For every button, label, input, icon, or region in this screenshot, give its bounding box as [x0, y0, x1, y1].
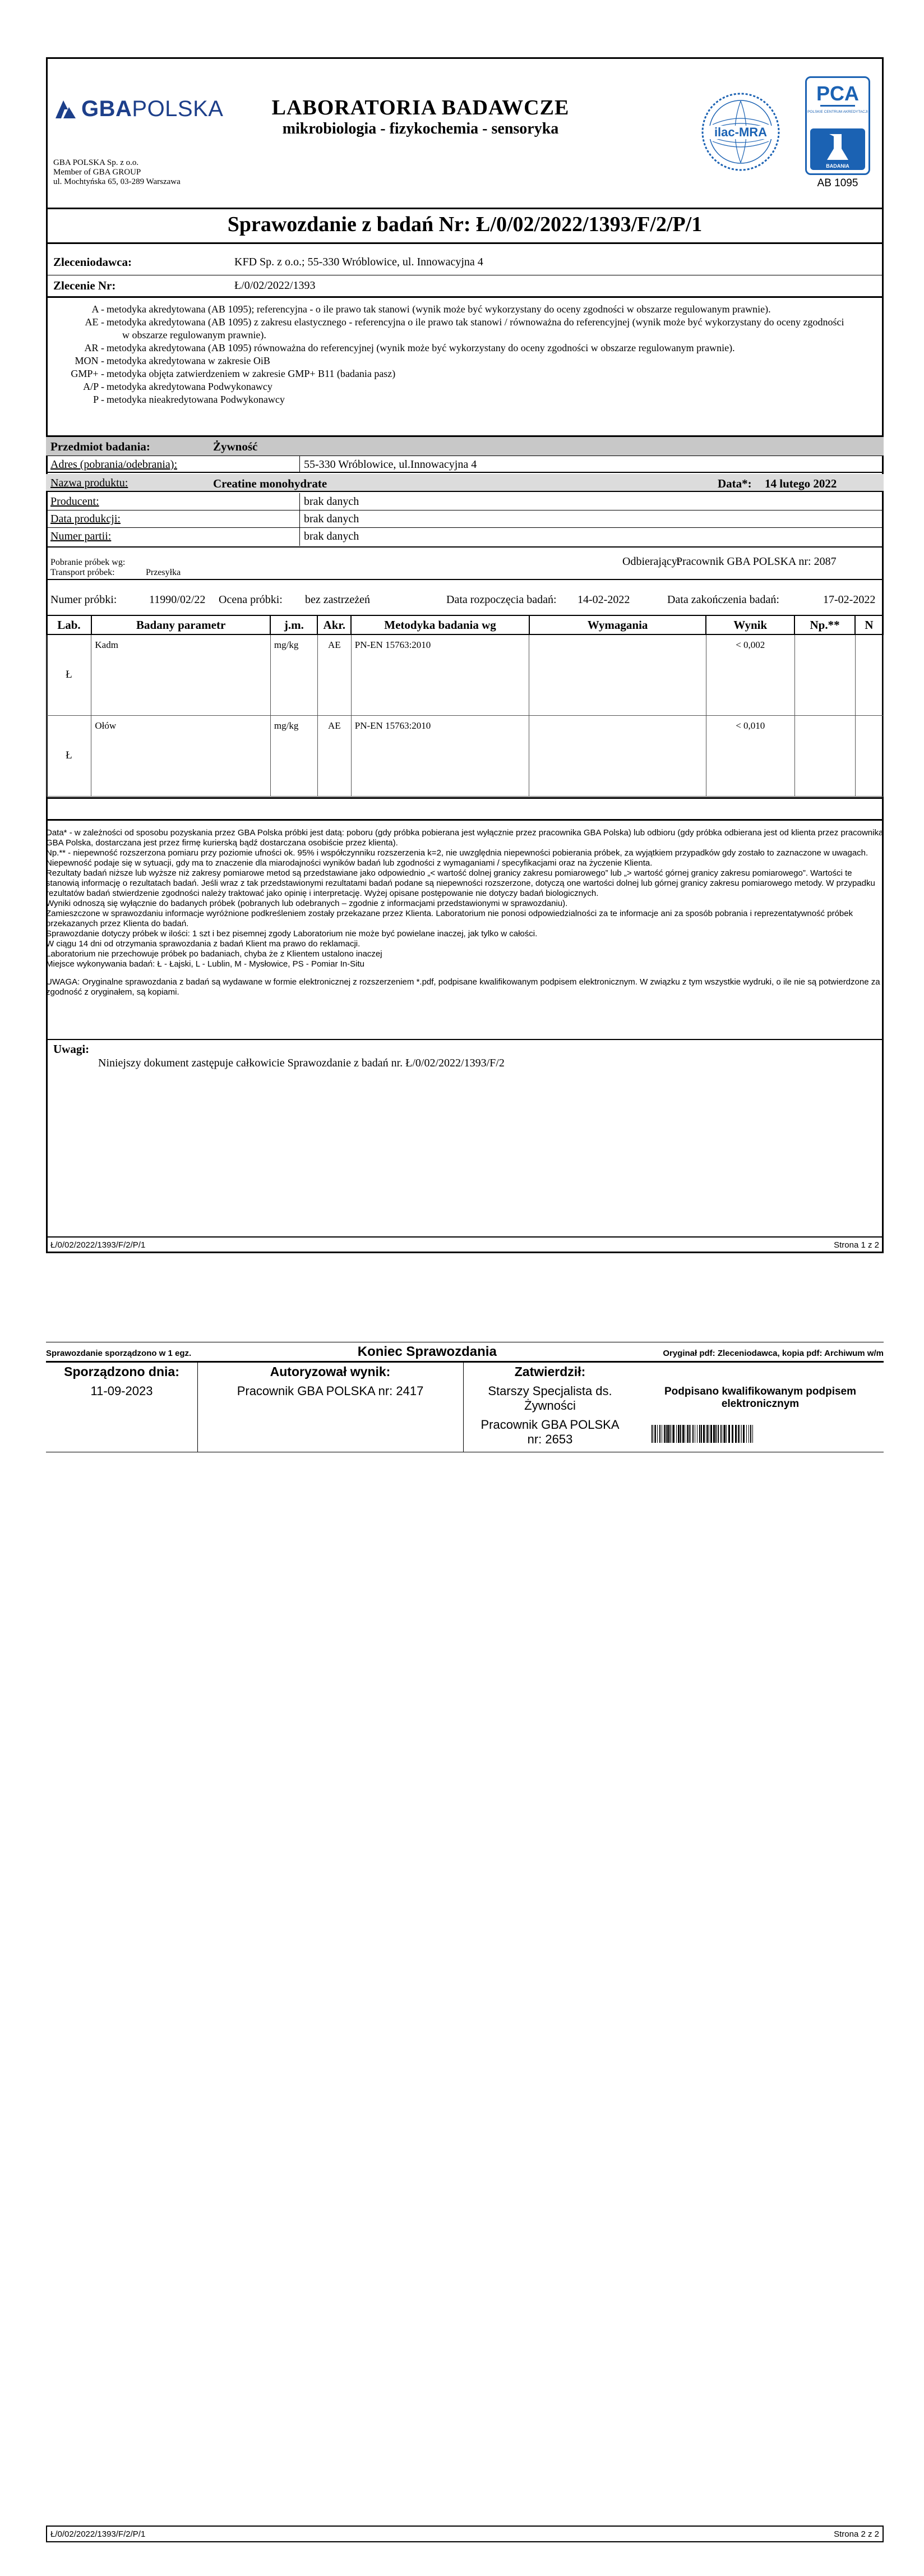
- legend-text: metodyka nieakredytowana Podwykonawcy: [107, 394, 285, 405]
- table-row: [47, 634, 883, 715]
- sample-number-value: 11990/02/22: [149, 594, 206, 606]
- signature-line: Podpisano kwalifikowanym podpisem: [664, 1386, 857, 1397]
- n-cell: [855, 715, 883, 796]
- method-cell: PN-EN 15763:2010: [351, 715, 529, 796]
- approved-block: [463, 1364, 637, 1447]
- authorized-label: Autoryzował wynik:: [270, 1364, 391, 1379]
- notes-section: [46, 828, 884, 997]
- warning-text: UWAGA: Oryginalne sprawozdania z badań są wydawane w formie elektronicznej z rozszerzeniem *.pdf, podpisane kwalifikowanym podpisem elektronicznym. W związku z tym wszystkie wydruki, o ile nie są potwierdzone za zgodność z oryginałem, są kopiami.: [46, 977, 880, 997]
- divider: [46, 546, 884, 548]
- accreditation-cell: AE: [317, 715, 351, 796]
- prepared-block: [46, 1364, 197, 1399]
- company-line: GBA POLSKA Sp. z o.o.: [53, 158, 139, 167]
- authorized-block: [197, 1364, 463, 1399]
- note-item: Niepewność podaje się w sytuacji, gdy ma to znaczenie dla miarodajności wyników badań lub zgodności z wymaganiami / specyfikacjami oraz na życzenie Klienta.: [46, 858, 653, 868]
- end-date-label: Data zakończenia badań:: [667, 594, 779, 606]
- legend-key: A -: [91, 303, 104, 315]
- legend-text: metodyka akredytowana (AB 1095) równoważna do referencyjnej (wynik może być wykorzystany do oceny zgodności w obszarze regulowanym prawnie).: [107, 342, 735, 353]
- subject-label: Przedmiot badania:: [50, 440, 150, 453]
- subject-row: [46, 437, 884, 456]
- legend-item: [46, 329, 914, 342]
- copies-note: Sprawozdanie sporządzono w 1 egz.: [46, 1349, 192, 1358]
- sample-number-label: Numer próbki:: [50, 594, 117, 606]
- n-cell: [855, 634, 883, 715]
- order-label: Zlecenie Nr:: [53, 279, 116, 292]
- lab-cell: Ł: [47, 715, 91, 796]
- address-row: [46, 456, 884, 473]
- column-header: Wymagania: [529, 615, 706, 634]
- table-header-row: [47, 615, 883, 634]
- subject-value: Żywność: [213, 440, 258, 453]
- pca-badania: BADANIA: [826, 163, 849, 169]
- column-header: Badany parametr: [91, 615, 270, 634]
- address-label: Adres (pobrania/odebrania):: [50, 458, 178, 471]
- barcode-bar: [752, 1425, 753, 1443]
- start-date-label: Data rozpoczęcia badań:: [446, 594, 557, 606]
- results-table: [46, 615, 884, 797]
- divider: [46, 1039, 884, 1040]
- legend-key: [46, 329, 107, 342]
- page-footer: [46, 1236, 884, 1253]
- legend-key: AE -: [85, 316, 104, 328]
- method-cell: PN-EN 15763:2010: [351, 634, 529, 715]
- legend-item: [46, 355, 914, 367]
- legend-item: [46, 316, 914, 329]
- pca-logo: [805, 76, 870, 175]
- legend-item: [46, 367, 914, 380]
- accreditation-cell: AE: [317, 634, 351, 715]
- signature-note: [637, 1386, 884, 1410]
- column-header: Akr.: [317, 615, 351, 634]
- assessment-value: bez zastrzeżeń: [305, 594, 371, 606]
- remarks-text: Niniejszy dokument zastępuje całkowicie Sprawozdanie z badań nr. Ł/0/02/2022/1393/F/2: [98, 1057, 505, 1069]
- order-value: Ł/0/02/2022/1393: [234, 279, 316, 292]
- lab-title: LABORATORIA BADAWCZE: [271, 96, 570, 119]
- notes-list: [46, 828, 884, 969]
- note-item: Wyniki odnoszą się wyłącznie do badanych próbek (pobranych lub odebranych – zgodnie z informacjami przedstawionymi w sprawozdaniu).: [46, 899, 568, 908]
- page-footer: [46, 2526, 884, 2542]
- address-value: 55-330 Wróblowice, ul.Innowacyjna 4: [304, 458, 477, 471]
- divider: [46, 579, 884, 580]
- result-cell: < 0,002: [706, 634, 794, 715]
- legend-text: metodyka akredytowana (AB 1095) z zakresu elastycznego - referencyjna o ile prawo tak stanowi / równoważna do referencyjnej (wynik może być wykorzystany do oceny zgodności: [107, 316, 844, 328]
- divider: [299, 493, 300, 546]
- legend-item: [46, 393, 914, 406]
- producer-label: Producent:: [50, 495, 99, 508]
- legend-text: metodyka akredytowana (AB 1095); referencyjna - o ile prawo tak stanowi (wynik może być wykorzystany do oceny zgodności w obszarze regulowanym prawnie).: [107, 303, 771, 315]
- sample-info-row: [46, 581, 884, 614]
- approved-role: Żywności: [524, 1399, 576, 1413]
- column-header: Lab.: [47, 615, 91, 634]
- start-date-value: 14-02-2022: [578, 594, 630, 606]
- legend-text: metodyka akredytowana w zakresie OiB: [107, 355, 270, 366]
- legend-text: metodyka akredytowana Podwykonawcy: [107, 381, 272, 392]
- parameter-cell: Ołów: [91, 715, 270, 796]
- company-line: Member of GBA GROUP: [53, 168, 141, 177]
- note-item: Sprawozdanie dotyczy próbek w ilości: 1 szt i bez pisemnej zgody Laboratorium nie może być powielane inaczej, jak tylko w całości.: [46, 929, 538, 939]
- sample-date-value: 14 lutego 2022: [765, 477, 837, 490]
- approved-worker: nr: 2653: [527, 1432, 573, 1446]
- prepared-value: 11-09-2023: [90, 1384, 153, 1398]
- client-value: KFD Sp. z o.o.; 55-330 Wróblowice, ul. Innowacyjna 4: [234, 256, 483, 268]
- client-label: Zleceniodawca:: [53, 255, 132, 269]
- batch-value: brak danych: [304, 530, 359, 542]
- note-item: W ciągu 14 dni od otrzymania sprawozdania z badań Klient ma prawo do reklamacji.: [46, 939, 361, 949]
- remarks-label: Uwagi:: [53, 1042, 90, 1056]
- approved-label: Zatwierdził:: [514, 1364, 586, 1379]
- accreditation-code: AB 1095: [817, 177, 858, 189]
- production-date-label: Data produkcji:: [50, 513, 121, 525]
- transport-label: Transport próbek:: [50, 568, 115, 577]
- table-row: [47, 715, 883, 796]
- product-value: Creatine monohydrate: [213, 477, 327, 490]
- result-cell: < 0,010: [706, 715, 794, 796]
- end-of-report: Koniec Sprawozdania: [357, 1344, 497, 1359]
- sampling-label: Pobranie próbek wg:: [50, 558, 126, 567]
- authorized-value: Pracownik GBA POLSKA nr: 2417: [237, 1384, 424, 1398]
- approved-worker: Pracownik GBA POLSKA: [481, 1418, 620, 1432]
- method-legend: [46, 303, 914, 406]
- footer-page-number: Strona 1 z 2: [834, 1240, 879, 1250]
- note-item: Rezultaty badań niższe lub wyższe niż zakresy pomiarowe metod są przedstawiane jako odpowiednio „< wartość dolnej granicy zakresu pomiarowego” lub „> wartość górnej granicy zakresu pomiarowego”. Wartości te stanowią informację o rezultatach badań. Jeśli wraz z tak przedstawionymi rezultatami badań podane są niepewności rozszerzone, dotyczą one wartości dolnej lub górnej granicy zakresu pomiarowego metody. W przypadku rezultatów badań stwierdzenie zgodności należy traktować jako opinię i interpretację. Wyżej opisane postępowanie nie dotyczy badań biologicznych.: [46, 868, 875, 898]
- signature-line: elektronicznym: [721, 1398, 800, 1410]
- divider: [299, 456, 300, 473]
- pca-text: PCA: [816, 82, 860, 105]
- logo-text-bold: GBA: [81, 96, 132, 121]
- report-title: Sprawozdanie z badań Nr: Ł/0/02/2022/1393/F/2/P/1: [227, 213, 703, 236]
- footer-doc-number: Ł/0/02/2022/1393/F/2/P/1: [50, 1240, 146, 1250]
- column-header: Metodyka badania wg: [351, 615, 529, 634]
- note-item: Np.** - niepewność rozszerzona pomiaru przy poziomie ufności ok. 95% i współczynniku rozszerzenia k=2, nie uwzględnia niepewności pobierania próbek, za wyjątkiem przypadków gdy zostało to zaznaczone w uwagach.: [46, 848, 868, 858]
- approved-role: Starszy Specjalista ds.: [488, 1384, 612, 1398]
- company-line: ul. Mochtyńska 65, 03-289 Warszawa: [53, 177, 181, 186]
- sample-date-label: Data*:: [718, 477, 752, 490]
- unit-cell: mg/kg: [270, 715, 317, 796]
- column-header: Np.**: [794, 615, 855, 634]
- legend-key: MON -: [75, 355, 104, 366]
- legend-text: metodyka objęta zatwierdzeniem w zakresie GMP+ B11 (badania pasz): [107, 368, 396, 379]
- legend-key: AR -: [84, 342, 104, 353]
- divider: [46, 819, 884, 821]
- legend-key: A/P -: [83, 381, 104, 392]
- lab-subtitle: mikrobiologia - fizykochemia - sensoryka: [282, 120, 559, 137]
- note-item: Laboratorium nie przechowuje próbek po badaniach, chyba że z Klientem ustalono inaczej: [46, 949, 382, 959]
- transport-block: [46, 549, 884, 579]
- end-date-value: 17-02-2022: [823, 594, 876, 606]
- divider: [46, 1361, 884, 1363]
- original-note: Oryginał pdf: Zleceniodawca, kopia pdf: Archiwum w/m: [663, 1349, 884, 1358]
- note-item: Zamieszczone w sprawozdaniu informacje wyróżnione podkreśleniem zostały przekazane przez Klienta. Laboratorium nie ponosi odpowiedzialności za te informacje ani za sposób pobrania i reprezentatywność próbek przekazanych przez Klienta do badań.: [46, 909, 853, 928]
- signature-barcode: [652, 1425, 865, 1443]
- divider: [46, 242, 884, 244]
- unit-cell: mg/kg: [270, 634, 317, 715]
- end-of-report-row: [46, 1344, 884, 1360]
- receiver-value: Pracownik GBA POLSKA nr: 2087: [676, 555, 837, 568]
- uncertainty-cell: [794, 715, 855, 796]
- product-row: [46, 474, 884, 492]
- pca-sub: POLSKIE CENTRUM AKREDYTACJI: [807, 110, 868, 114]
- footer-page-number: Strona 2 z 2: [834, 2529, 879, 2539]
- parameter-cell: Kadm: [91, 634, 270, 715]
- gba-logo: [53, 96, 223, 122]
- requirements-cell: [529, 715, 706, 796]
- column-header: N: [855, 615, 883, 634]
- ilac-text: ilac-MRA: [714, 125, 768, 139]
- legend-item: [46, 342, 914, 355]
- requirements-cell: [529, 634, 706, 715]
- legend-key: P -: [93, 394, 104, 405]
- receiver-label: Odbierający:: [622, 555, 681, 568]
- footer-doc-number: Ł/0/02/2022/1393/F/2/P/1: [50, 2529, 146, 2539]
- prepared-label: Sporządzono dnia:: [64, 1364, 179, 1379]
- gba-mark-icon: [53, 97, 78, 122]
- ilac-mra-logo: [699, 90, 783, 174]
- column-header: j.m.: [270, 615, 317, 634]
- assessment-label: Ocena próbki:: [219, 594, 283, 606]
- producer-value: brak danych: [304, 495, 359, 508]
- company-info: [53, 158, 181, 187]
- legend-text: w obszarze regulowanym prawnie).: [122, 329, 266, 341]
- divider: [46, 296, 884, 298]
- legend-item: [46, 380, 914, 393]
- product-label: Nazwa produktu:: [50, 477, 128, 489]
- legend-item: [46, 303, 914, 316]
- note-item: Miejsce wykonywania badań: Ł - Łajski, L - Lublin, M - Mysłowice, PS - Pomiar In-Situ: [46, 959, 364, 969]
- batch-label: Numer partii:: [50, 530, 112, 542]
- divider: [46, 527, 884, 528]
- logo-text: POLSKA: [132, 96, 224, 121]
- producer-block: [46, 493, 884, 546]
- transport-value: Przesyłka: [146, 568, 181, 577]
- column-header: Wynik: [706, 615, 794, 634]
- uncertainty-cell: [794, 634, 855, 715]
- legend-key: GMP+ -: [71, 368, 104, 379]
- lab-cell: Ł: [47, 634, 91, 715]
- production-date-value: brak danych: [304, 513, 359, 525]
- note-item: Data* - w zależności od sposobu pozyskania przez GBA Polska próbki jest datą: poboru (gdy próbka pobierana jest wyłącznie przez pracownika GBA Polska) lub odbioru (gdy próbka odbierana jest od klienta przez pracownika GBA Polska, dostarczana jest przez firmę kurierską bądź dostarczana osobiście przez klienta).: [46, 828, 884, 848]
- divider: [46, 208, 884, 209]
